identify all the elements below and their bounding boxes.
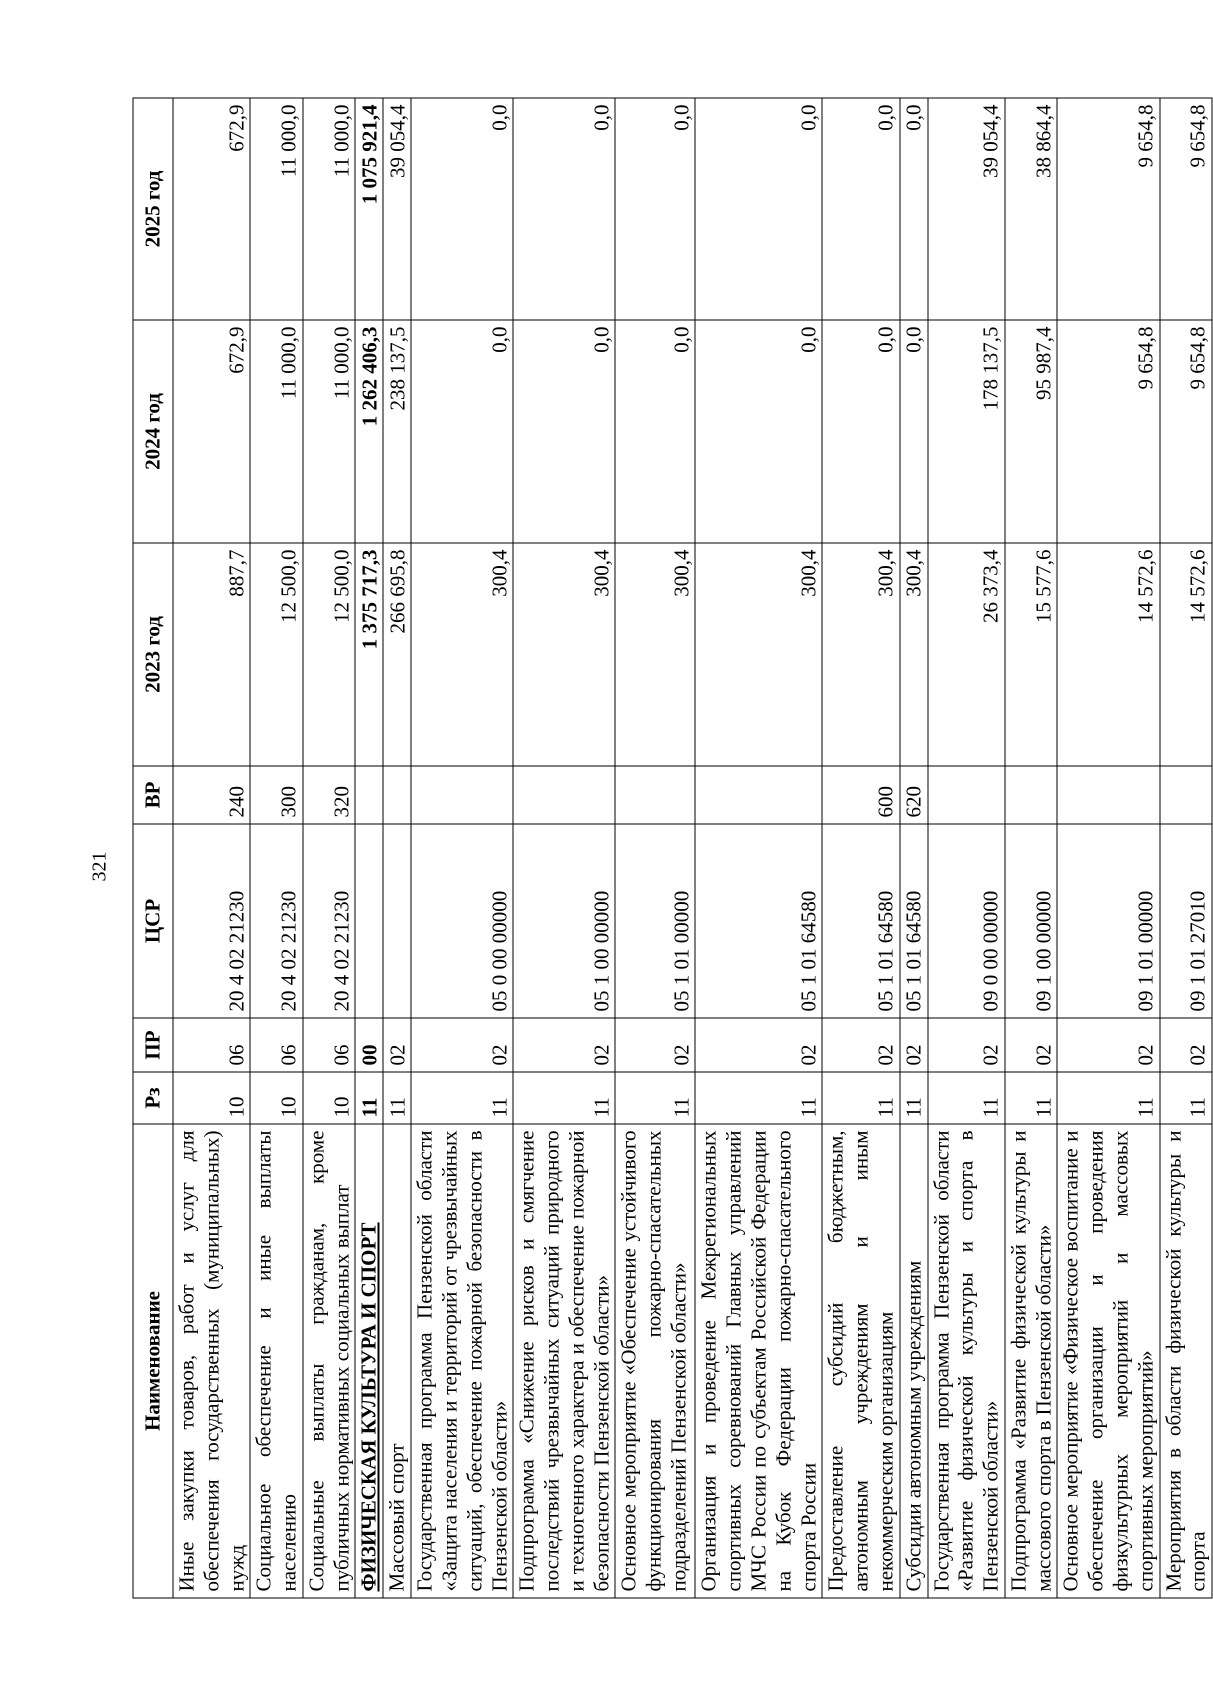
cell-csr: 20 4 02 21230 [250,824,303,1018]
cell-y2025: 0,0 [900,98,928,320]
header-vr: ВР [133,766,173,824]
table-row [513,98,615,1598]
cell-name: Подпрограмма «Снижение рисков и смягчение последствий чрезвычайных ситуаций природного и техногенного характера и обеспечение пожарной безопасности Пензенской области» [513,1124,615,1598]
cell-rz: 11 [822,1072,899,1124]
cell-csr [355,824,383,1018]
cell-vr [928,766,1005,824]
cell-y2023: 887,7 [173,543,250,766]
cell-rz: 10 [173,1072,250,1124]
cell-pr: 02 [900,1018,928,1072]
cell-pr: 02 [928,1018,1005,1072]
cell-vr [615,766,695,824]
cell-vr [383,766,411,824]
cell-y2024: 1 262 406,3 [355,320,383,543]
cell-name: Мероприятия в области физической культуры и спорта [1160,1124,1213,1598]
cell-y2023: 12 500,0 [303,543,356,766]
cell-y2023: 14 572,6 [1160,543,1213,766]
cell-csr: 05 0 00 00000 [411,824,513,1018]
cell-csr: 05 1 01 64580 [900,824,928,1018]
cell-name: Иные закупки товаров, работ и услуг для обеспечения государственных (муниципальных) нужд [173,1124,250,1598]
header-csr: ЦСР [133,824,173,1018]
header-2025: 2025 год [133,98,173,320]
cell-pr: 00 [355,1018,383,1072]
table-row [695,98,822,1598]
cell-name: ФИЗИЧЕСКАЯ КУЛЬТУРА И СПОРТ [355,1124,383,1598]
cell-y2024: 0,0 [615,320,695,543]
table-row [173,98,250,1598]
cell-vr [355,766,383,824]
table-row [250,98,303,1598]
cell-vr: 600 [822,766,899,824]
cell-vr [695,766,822,824]
table-row [615,98,695,1598]
cell-y2025: 0,0 [411,98,513,320]
cell-y2024: 0,0 [513,320,615,543]
cell-y2025: 11 000,0 [303,98,356,320]
cell-rz: 11 [1057,1072,1159,1124]
rotated-table-container [133,99,1210,1599]
cell-name: Социальное обеспечение и иные выплаты населению [250,1124,303,1598]
cell-rz: 10 [303,1072,356,1124]
cell-csr: 05 1 01 64580 [695,824,822,1018]
cell-y2023: 300,4 [411,543,513,766]
cell-y2024: 0,0 [900,320,928,543]
header-row [133,98,173,1598]
cell-y2023: 300,4 [822,543,899,766]
cell-csr: 09 0 00 00000 [928,824,1005,1018]
cell-pr: 06 [250,1018,303,1072]
cell-y2025: 0,0 [695,98,822,320]
cell-pr: 02 [822,1018,899,1072]
cell-rz: 11 [695,1072,822,1124]
cell-y2025: 11 000,0 [250,98,303,320]
cell-csr: 09 1 01 00000 [1057,824,1159,1018]
header-2024: 2024 год [133,320,173,543]
cell-y2024: 0,0 [411,320,513,543]
cell-pr: 06 [303,1018,356,1072]
cell-name: Организация и проведение Межрегиональных спортивных соревнований Главных управлений МЧС России по субъектам Российской Федерации на Кубок Федерации пожарно-спасательного спорта России [695,1124,822,1598]
cell-pr: 06 [173,1018,250,1072]
cell-y2023: 1 375 717,3 [355,543,383,766]
page-number: 321 [88,851,111,882]
cell-y2024: 0,0 [695,320,822,543]
cell-y2024: 672,9 [173,320,250,543]
cell-pr: 02 [411,1018,513,1072]
budget-table [133,98,1213,1599]
cell-vr [1005,766,1058,824]
cell-y2025: 1 075 921,4 [355,98,383,320]
cell-rz: 11 [355,1072,383,1124]
cell-rz: 11 [1005,1072,1058,1124]
cell-y2024: 0,0 [822,320,899,543]
table-row [1005,98,1058,1598]
header-rz: Рз [133,1072,173,1124]
cell-csr: 20 4 02 21230 [173,824,250,1018]
cell-pr: 02 [1057,1018,1159,1072]
cell-vr: 300 [250,766,303,824]
cell-y2024: 238 137,5 [383,320,411,543]
cell-vr: 240 [173,766,250,824]
cell-csr [383,824,411,1018]
header-2023: 2023 год [133,543,173,766]
cell-rz: 11 [1160,1072,1213,1124]
cell-vr: 320 [303,766,356,824]
cell-csr: 09 1 01 27010 [1160,824,1213,1018]
table-row [355,98,383,1598]
header-pr: ПР [133,1018,173,1072]
cell-y2025: 9 654,8 [1160,98,1213,320]
cell-name: Государственная программа Пензенской области «Защита населения и территорий от чрезвычайных ситуаций, обеспечение пожарной безопасности в Пензенской области» [411,1124,513,1598]
cell-name: Основное мероприятие «Обеспечение устойчивого функционирования пожарно-спасательных подразделений Пензенской области» [615,1124,695,1598]
header-name: Наименование [133,1124,173,1598]
cell-y2023: 300,4 [900,543,928,766]
cell-y2023: 300,4 [513,543,615,766]
cell-rz: 11 [513,1072,615,1124]
cell-csr: 05 1 01 00000 [615,824,695,1018]
cell-y2023: 300,4 [615,543,695,766]
cell-y2023: 266 695,8 [383,543,411,766]
cell-name: Субсидии автономным учреждениям [900,1124,928,1598]
cell-y2024: 11 000,0 [250,320,303,543]
cell-pr: 02 [615,1018,695,1072]
cell-y2025: 0,0 [615,98,695,320]
cell-y2025: 39 054,4 [383,98,411,320]
table-row [1057,98,1159,1598]
cell-vr [411,766,513,824]
cell-vr [1057,766,1159,824]
cell-y2023: 15 577,6 [1005,543,1058,766]
cell-y2025: 39 054,4 [928,98,1005,320]
cell-csr: 09 1 00 00000 [1005,824,1058,1018]
cell-y2024: 9 654,8 [1057,320,1159,543]
cell-y2023: 12 500,0 [250,543,303,766]
cell-pr: 02 [1160,1018,1213,1072]
cell-y2023: 300,4 [695,543,822,766]
table-row [303,98,356,1598]
cell-y2024: 9 654,8 [1160,320,1213,543]
cell-name: Предоставление субсидий бюджетным, автономным учреждениям и иным некоммерческим организациям [822,1124,899,1598]
table-row [822,98,899,1598]
cell-rz: 11 [411,1072,513,1124]
cell-y2023: 14 572,6 [1057,543,1159,766]
table-row [383,98,411,1598]
cell-name: Массовый спорт [383,1124,411,1598]
cell-csr: 20 4 02 21230 [303,824,356,1018]
cell-pr: 02 [695,1018,822,1072]
cell-pr: 02 [513,1018,615,1072]
cell-rz: 11 [900,1072,928,1124]
cell-y2023: 26 373,4 [928,543,1005,766]
cell-y2025: 38 864,4 [1005,98,1058,320]
cell-name: Социальные выплаты гражданам, кроме публичных нормативных социальных выплат [303,1124,356,1598]
table-row [928,98,1005,1598]
cell-pr: 02 [1005,1018,1058,1072]
table-row [900,98,928,1598]
cell-name: Государственная программа Пензенской области «Развитие физической культуры и спорта в Пензенской области» [928,1124,1005,1598]
table-row [1160,98,1213,1598]
cell-vr [1160,766,1213,824]
table-row [411,98,513,1598]
cell-rz: 11 [928,1072,1005,1124]
cell-vr: 620 [900,766,928,824]
cell-csr: 05 1 00 00000 [513,824,615,1018]
cell-rz: 11 [383,1072,411,1124]
cell-y2025: 0,0 [822,98,899,320]
cell-y2024: 11 000,0 [303,320,356,543]
cell-y2025: 9 654,8 [1057,98,1159,320]
cell-rz: 10 [250,1072,303,1124]
cell-name: Основное мероприятие «Физическое воспитание и обеспечение организации и проведения физкультурных мероприятий и массовых спортивных мероприятий» [1057,1124,1159,1598]
cell-csr: 05 1 01 64580 [822,824,899,1018]
cell-vr [513,766,615,824]
cell-rz: 11 [615,1072,695,1124]
cell-y2024: 95 987,4 [1005,320,1058,543]
cell-y2025: 0,0 [513,98,615,320]
cell-y2024: 178 137,5 [928,320,1005,543]
cell-name: Подпрограмма «Развитие физической культуры и массового спорта в Пензенской области» [1005,1124,1058,1598]
cell-pr: 02 [383,1018,411,1072]
cell-y2025: 672,9 [173,98,250,320]
